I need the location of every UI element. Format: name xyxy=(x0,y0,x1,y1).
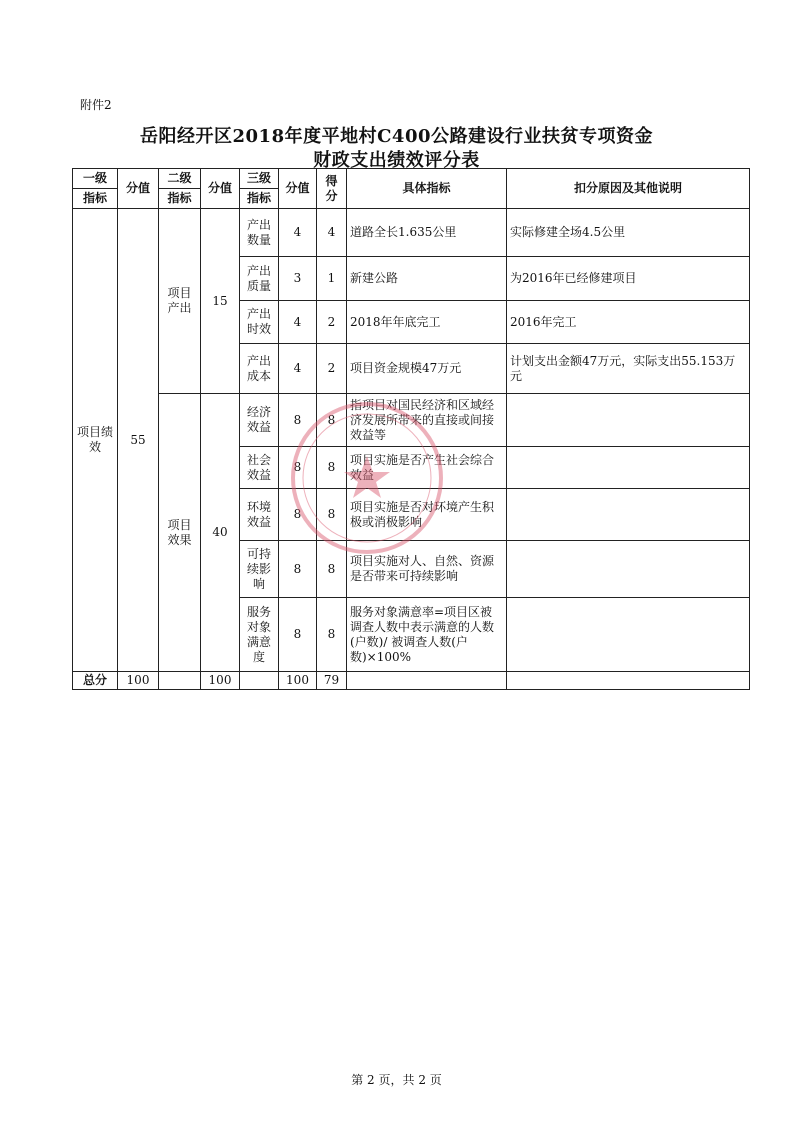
row-remark: 为2016年已经修建项目 xyxy=(507,257,750,301)
row-indicator: 指项目对国民经济和区域经济发展所带来的直接或间接效益等 xyxy=(347,394,507,447)
header-score-1: 分值 xyxy=(118,169,159,209)
attachment-label: 附件2 xyxy=(80,98,112,112)
level2-score: 15 xyxy=(201,209,240,394)
total-label: 总分 xyxy=(73,672,118,690)
row-remark xyxy=(507,598,750,672)
table-row xyxy=(73,394,750,447)
header-indicator: 具体指标 xyxy=(347,169,507,209)
row-remark xyxy=(507,394,750,447)
header-score-3: 分值 xyxy=(279,169,317,209)
level3-name: 社会效益 xyxy=(240,447,279,489)
header-level3-a: 三级 xyxy=(240,169,279,189)
level3-name: 产出数量 xyxy=(240,209,279,257)
level2-score: 40 xyxy=(201,394,240,672)
score-table xyxy=(72,168,750,690)
row-points: 2 xyxy=(317,344,347,394)
row-points: 8 xyxy=(317,598,347,672)
total-score-3: 100 xyxy=(279,672,317,690)
header-level2-b: 指标 xyxy=(159,189,201,209)
level3-name: 经济效益 xyxy=(240,394,279,447)
row-indicator: 项目实施是否对环境产生积极或消极影响 xyxy=(347,489,507,541)
row-points: 8 xyxy=(317,489,347,541)
row-points: 8 xyxy=(317,541,347,598)
level1-score: 55 xyxy=(118,209,159,672)
total-empty-4 xyxy=(507,672,750,690)
row-points: 2 xyxy=(317,301,347,344)
header-level2-a: 二级 xyxy=(159,169,201,189)
total-score-2: 100 xyxy=(201,672,240,690)
document-subtitle: 财政支出绩效评分表 xyxy=(313,150,480,171)
level3-name: 服务对象满意度 xyxy=(240,598,279,672)
total-empty-2 xyxy=(240,672,279,690)
level2-name: 项目效果 xyxy=(159,394,201,672)
row-points: 8 xyxy=(317,394,347,447)
row-indicator: 2018年年底完工 xyxy=(347,301,507,344)
level2-name: 项目产出 xyxy=(159,209,201,394)
header-score-2: 分值 xyxy=(201,169,240,209)
total-empty-3 xyxy=(347,672,507,690)
row-indicator: 项目实施对人、自然、资源是否带来可持续影响 xyxy=(347,541,507,598)
page-number: 第 2 页，共 2 页 xyxy=(351,1073,442,1087)
row-indicator: 项目资金规模47万元 xyxy=(347,344,507,394)
level1-name: 项目绩效 xyxy=(73,209,118,672)
row-points: 4 xyxy=(317,209,347,257)
row-points: 1 xyxy=(317,257,347,301)
document-title: 岳阳经开区2018年度平地村C400公路建设行业扶贫专项资金 xyxy=(140,126,653,147)
row-indicator: 道路全长1.635公里 xyxy=(347,209,507,257)
level3-name: 产出成本 xyxy=(240,344,279,394)
row-remark: 实际修建全场4.5公里 xyxy=(507,209,750,257)
row-score: 8 xyxy=(279,541,317,598)
row-points: 8 xyxy=(317,447,347,489)
row-score: 8 xyxy=(279,598,317,672)
row-score: 4 xyxy=(279,344,317,394)
row-remark xyxy=(507,541,750,598)
total-points: 79 xyxy=(317,672,347,690)
row-score: 4 xyxy=(279,209,317,257)
total-score-1: 100 xyxy=(118,672,159,690)
row-indicator: 项目实施是否产生社会综合效益 xyxy=(347,447,507,489)
row-score: 8 xyxy=(279,394,317,447)
header-level1-a: 一级 xyxy=(73,169,118,189)
total-empty-1 xyxy=(159,672,201,690)
header-remarks: 扣分原因及其他说明 xyxy=(507,169,750,209)
row-score: 8 xyxy=(279,489,317,541)
level3-name: 产出时效 xyxy=(240,301,279,344)
total-row xyxy=(73,672,750,690)
table-row xyxy=(73,209,750,257)
level3-name: 环境效益 xyxy=(240,489,279,541)
row-score: 3 xyxy=(279,257,317,301)
row-indicator: 服务对象满意率=项目区被调查人数中表示满意的人数(户数)/ 被调查人数(户数)×100% xyxy=(347,598,507,672)
row-score: 8 xyxy=(279,447,317,489)
row-remark xyxy=(507,447,750,489)
row-remark: 计划支出金额47万元，实际支出55.153万元 xyxy=(507,344,750,394)
header-points: 得分 xyxy=(317,169,347,209)
row-score: 4 xyxy=(279,301,317,344)
level3-name: 产出质量 xyxy=(240,257,279,301)
header-level3-b: 指标 xyxy=(240,189,279,209)
header-level1-b: 指标 xyxy=(73,189,118,209)
level3-name: 可持续影响 xyxy=(240,541,279,598)
row-remark: 2016年完工 xyxy=(507,301,750,344)
row-remark xyxy=(507,489,750,541)
row-indicator: 新建公路 xyxy=(347,257,507,301)
